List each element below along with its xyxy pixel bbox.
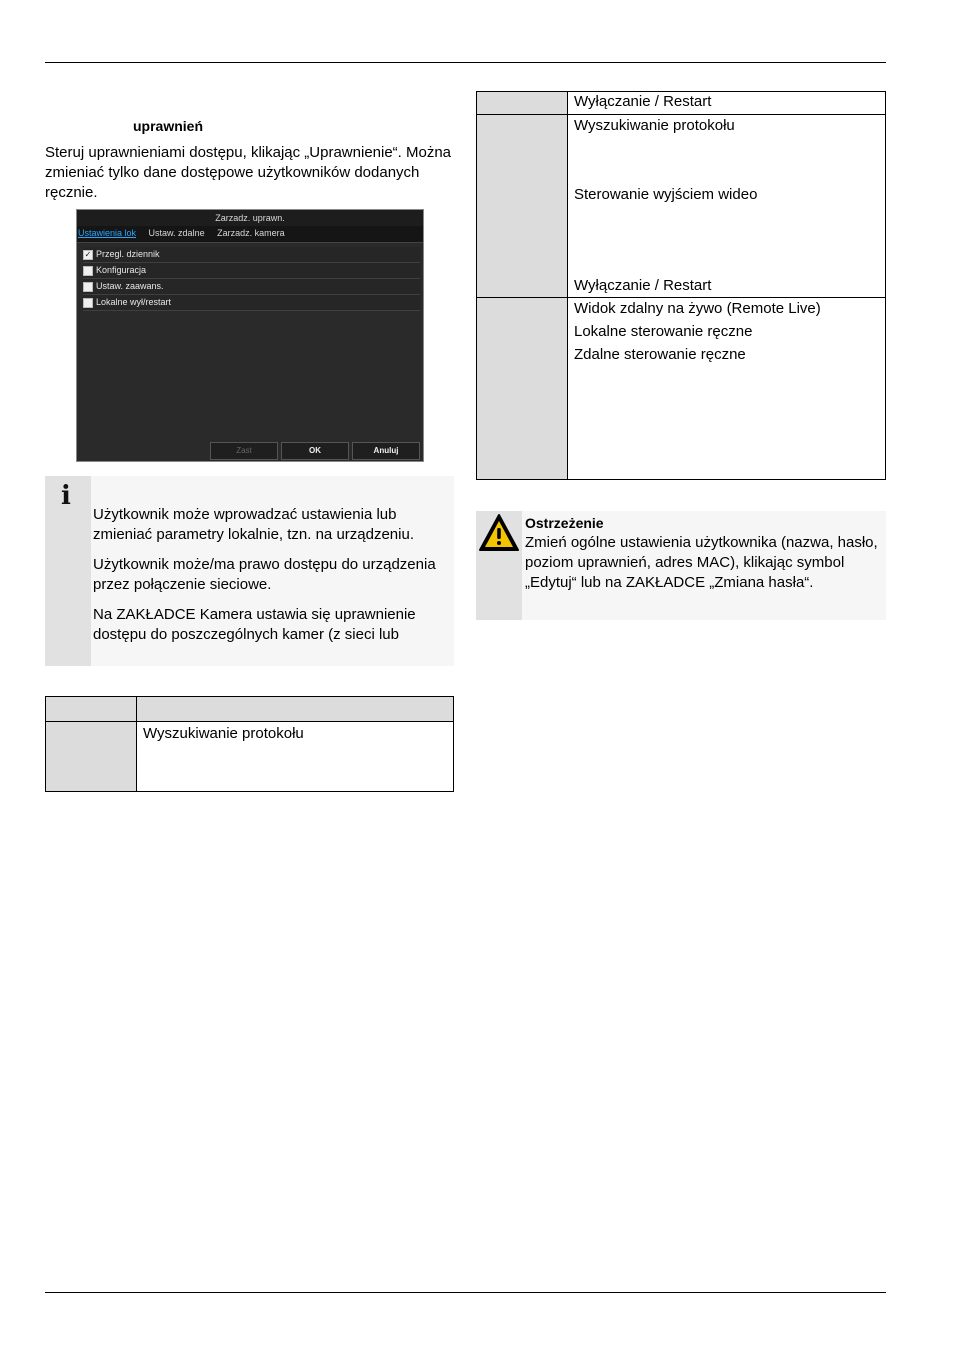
- checkbox-shutdown[interactable]: [83, 298, 93, 308]
- cancel-button[interactable]: Anuluj: [352, 442, 420, 460]
- table-value-cell: [568, 298, 886, 480]
- checkbox-advanced[interactable]: [83, 282, 93, 292]
- info-paragraph-3: Na ZAKŁADCE Kamera ustawia się uprawnienie dostępu do poszczególnych kamer (z sieci lub: [93, 606, 416, 643]
- warning-text: Zmień ogólne ustawienia użytkownika (nazwa, hasło, poziom uprawnień, adres MAC), klikając symbol „Edytuj“ lub na ZAKŁADCE „Zmiana hasła“.: [525, 534, 878, 591]
- permission-row-shutdown[interactable]: [83, 295, 420, 311]
- permission-list: [77, 247, 423, 311]
- permission-label-shutdown: Lokalne wył/restart: [96, 297, 172, 307]
- table-cell-text: Wyszukiwanie protokołu: [574, 117, 735, 134]
- tab-remote-settings[interactable]: Ustaw. zdalne: [148, 228, 205, 238]
- table-row: [477, 92, 886, 115]
- info-paragraph-1: Użytkownik może wprowadzać ustawienia lub zmieniać parametry lokalnie, tzn. na urządzeniu.: [93, 506, 414, 543]
- ok-button[interactable]: OK: [281, 442, 349, 460]
- tab-local-settings[interactable]: Ustawienia lok: [78, 228, 137, 238]
- table-label-cell: [46, 722, 137, 792]
- info-paragraph-2: Użytkownik może/ma prawo dostępu do urządzenia przez połączenie sieciowe.: [93, 556, 436, 593]
- footer-rule: [45, 1292, 886, 1293]
- warning-box-body: [525, 513, 881, 593]
- permissions-table-left: [45, 696, 454, 792]
- table-row: [46, 722, 454, 792]
- warning-icon: [477, 512, 521, 554]
- warning-box: [476, 511, 886, 620]
- info-box: [45, 476, 454, 666]
- table-cell-text: Wyszukiwanie protokołu: [143, 725, 304, 742]
- permission-row-log[interactable]: [83, 247, 420, 263]
- table-value-cell: [137, 722, 454, 792]
- table-header-cell: [137, 697, 454, 722]
- permission-row-advanced[interactable]: [83, 279, 420, 295]
- copy-button[interactable]: Zast: [210, 442, 278, 460]
- table-value-cell: [568, 115, 886, 298]
- table-label-cell: [477, 298, 568, 480]
- checkbox-log[interactable]: ✓: [84, 249, 92, 259]
- permission-label-config: Konfiguracja: [96, 265, 147, 275]
- table-label-cell: [477, 115, 568, 298]
- info-box-sidebar: [45, 476, 91, 666]
- table-label-cell: [477, 92, 568, 115]
- table-row: [477, 115, 886, 298]
- table-value-cell: [568, 92, 886, 115]
- intro-paragraph: Steruj uprawnieniami dostępu, klikając „Uprawnienie“. Można zmieniać tylko dane dostępowe użytkowników dodanych ręcznie.: [45, 144, 452, 201]
- dialog-title: Zarzadz. uprawn.: [77, 210, 423, 226]
- tab-camera-management[interactable]: Zarzadz. kamera: [217, 228, 285, 238]
- header-rule: [45, 62, 886, 63]
- table-cell-text: Sterowanie wyjściem wideo: [574, 186, 758, 203]
- table-row: [477, 298, 886, 480]
- permissions-table-right: [476, 91, 886, 480]
- info-icon: i: [61, 481, 71, 511]
- dialog-tabs: [77, 226, 423, 243]
- warning-box-sidebar: [476, 511, 522, 620]
- checkbox-config[interactable]: [83, 266, 93, 276]
- table-cell-text: Lokalne sterowanie ręczne: [574, 323, 753, 340]
- warning-title: Ostrzeżenie: [525, 515, 604, 531]
- section-title: uprawnień: [133, 118, 204, 134]
- permissions-screenshot: [76, 209, 424, 462]
- permission-row-config[interactable]: [83, 263, 420, 279]
- table-cell-text: Zdalne sterowanie ręczne: [574, 346, 746, 363]
- info-box-body: [93, 505, 451, 655]
- table-header-row: [46, 697, 454, 722]
- table-cell-text: Wyłączanie / Restart: [574, 93, 712, 110]
- table-cell-text: Wyłączanie / Restart: [574, 277, 712, 294]
- permission-label-log: Przegl. dziennik: [96, 249, 160, 259]
- table-header-cell: [46, 697, 137, 722]
- permission-label-advanced: Ustaw. zaawans.: [96, 281, 164, 291]
- table-cell-text: Widok zdalny na żywo (Remote Live): [574, 300, 821, 317]
- dialog-buttons: [207, 442, 420, 460]
